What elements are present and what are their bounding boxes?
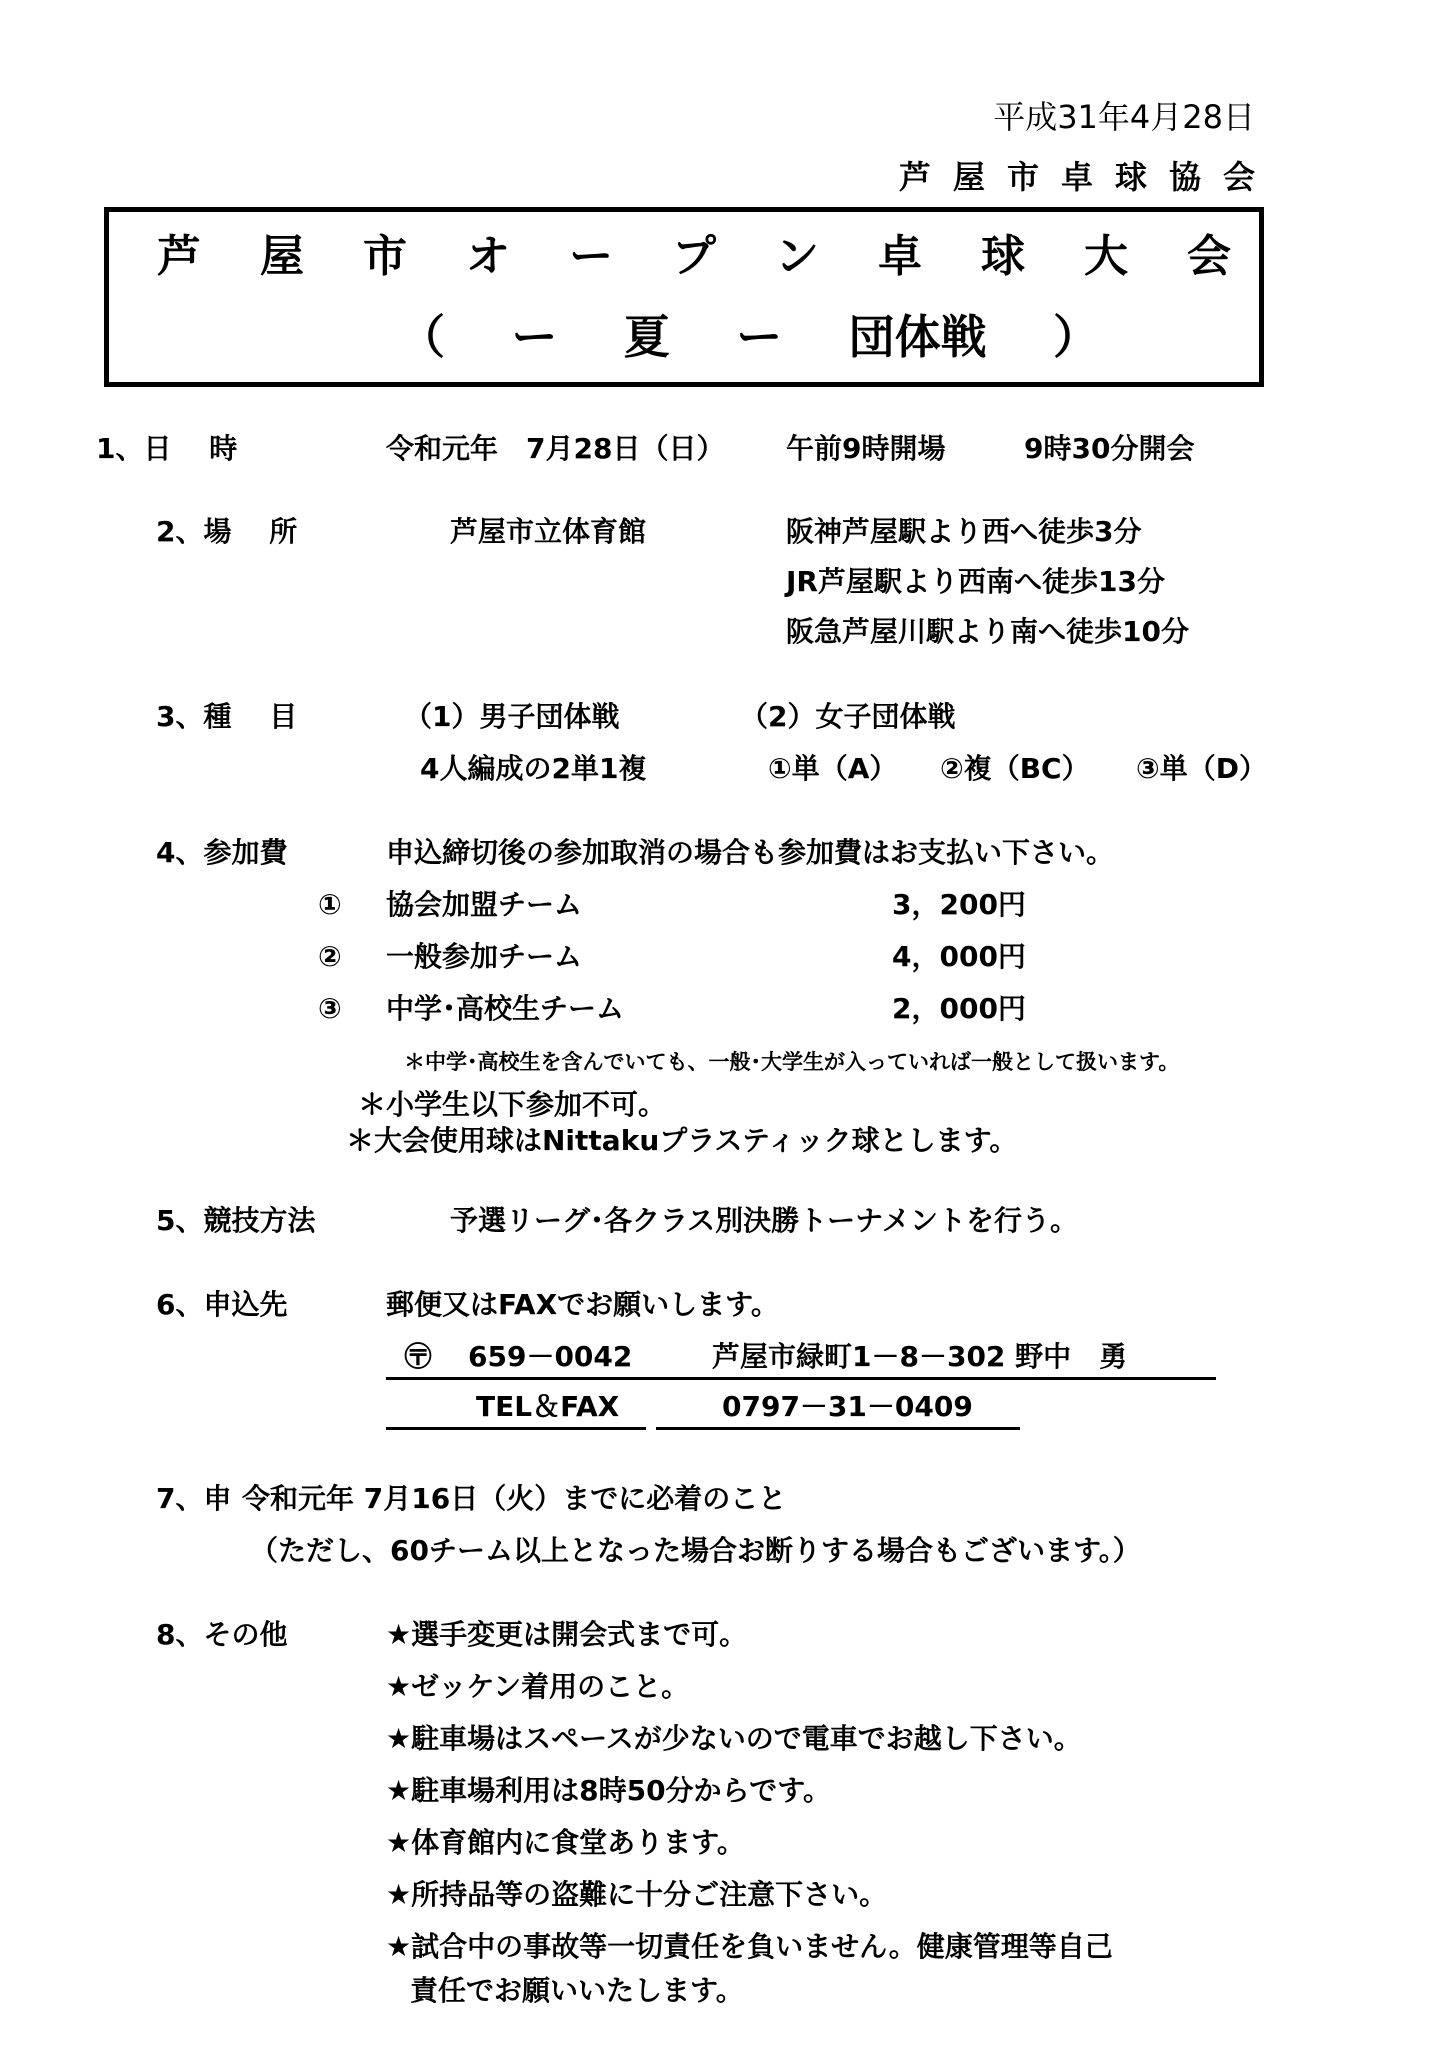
title-char: 会 [1187,231,1231,282]
fee-row-name: 一般参加チーム [386,940,583,973]
event-date: 令和元年 7月28日（日） [386,432,725,465]
title-char: 芦 [157,231,201,282]
fee-row-amount: 2，000円 [892,992,1026,1025]
other-note: ★選手変更は開会式まで可。 [386,1618,748,1651]
title-char: ー [736,310,783,364]
address-underline [386,1377,1216,1380]
fee-row-amount: 4，000円 [892,940,1026,973]
venue-name: 芦屋市立体育館 [450,515,647,548]
title-char: プ [672,231,716,282]
other-note: ★体育館内に食堂あります。 [386,1826,745,1859]
venue-access: 阪急芦屋川駅より南へ徒歩10分 [786,615,1189,648]
fee-cancel-note: 申込締切後の参加取消の場合も参加費はお支払い下さい。 [386,836,1115,869]
item-label-venue: 2、場 所 [156,515,298,548]
item-label-fee: 4、参加費 [156,836,288,869]
match-2: ②複（BC） [940,752,1090,785]
title-box [104,207,1264,387]
other-note: ★ゼッケン着用のこと。 [386,1670,690,1703]
deadline-text: 令和元年 7月16日（火）までに必着のこと [242,1482,787,1515]
title-char: 市 [363,231,407,282]
item-label-method: 5、競技方法 [156,1204,316,1237]
title-char: 球 [981,231,1025,282]
title-main [109,232,1259,282]
other-note: ★所持品等の盗難に十分ご注意下さい。 [386,1878,888,1911]
title-char: 大 [1084,231,1128,282]
postal-mark-icon: 〶 [404,1340,433,1373]
competition-method: 予選リーグ･各クラス別決勝トーナメントを行う。 [450,1204,1079,1237]
opening-time: 9時30分開会 [1024,432,1195,465]
match-3: ③単（D） [1136,752,1267,785]
apply-method: 郵便又はFAXでお願いします。 [386,1288,779,1321]
item-label-other: 8、その他 [156,1618,288,1651]
telfax-label: TEL＆FAX [476,1390,620,1423]
other-note: 責任でお願いいたします。 [410,1974,744,2007]
fee-note-elementary: ＊小学生以下参加不可。 [358,1088,667,1121]
title-char: ） [1052,310,1099,364]
other-note: ★駐車場利用は8時50分からです。 [386,1774,832,1807]
fee-small-note: ＊中学･高校生を含んでいても、一般･大学生が入っていれば一般として扱います。 [404,1050,1180,1074]
item-label-apply: 6、申込先 [156,1288,288,1321]
telfax-underline [656,1427,1020,1430]
venue-access: 阪神芦屋駅より西へ徒歩3分 [786,515,1142,548]
fee-row-name: 中学･高校生チーム [386,992,625,1025]
title-char: ン [775,231,819,282]
event-men: （1）男子団体戦 [404,700,620,733]
match-1: ①単（A） [768,752,898,785]
telfax-underline [386,1427,646,1430]
title-char: 卓 [878,231,922,282]
document-date: 平成31年4月28日 [993,98,1255,136]
other-note: ★試合中の事故等一切責任を負いません。健康管理等自己 [386,1930,1113,1963]
title-sub [399,310,1099,364]
item-label-datetime: 1、日 時 [96,432,238,465]
fee-row-name: 協会加盟チーム [386,888,583,921]
title-char: 夏 [623,310,670,364]
title-char: 屋 [260,231,304,282]
apply-address: 芦屋市緑町1－8－302 野中 勇 [712,1340,1128,1373]
title-char: ー [569,231,613,282]
title-char: オ [466,231,510,282]
deadline-note: （ただし、60チーム以上となった場合お断りする場合もございます。） [250,1534,1141,1567]
title-char: 団体戦 [848,310,987,364]
postal-code: 659－0042 [468,1340,633,1373]
venue-access: JR芦屋駅より西南へ徒歩13分 [786,565,1165,598]
doors-open-time: 午前9時開場 [786,432,946,465]
fee-note-ball: ＊大会使用球はNittakuプラスティック球とします。 [346,1124,1018,1157]
team-format: 4人編成の2単1複 [420,752,647,785]
organization-name: 芦屋市卓球協会 [898,158,1277,196]
title-char: （ [399,310,445,364]
fee-row-number: ① [318,888,342,921]
item-label-deadline: 7、申 [156,1482,232,1515]
item-label-events: 3、種 目 [156,700,298,733]
fee-row-number: ③ [318,992,342,1025]
fee-row-amount: 3，200円 [892,888,1026,921]
event-women: （2）女子団体戦 [740,700,956,733]
title-char: ー [511,310,558,364]
other-note: ★駐車場はスペースが少ないので電車でお越し下さい。 [386,1722,1082,1755]
telfax-number: 0797－31－0409 [722,1390,973,1423]
fee-row-number: ② [318,940,342,973]
